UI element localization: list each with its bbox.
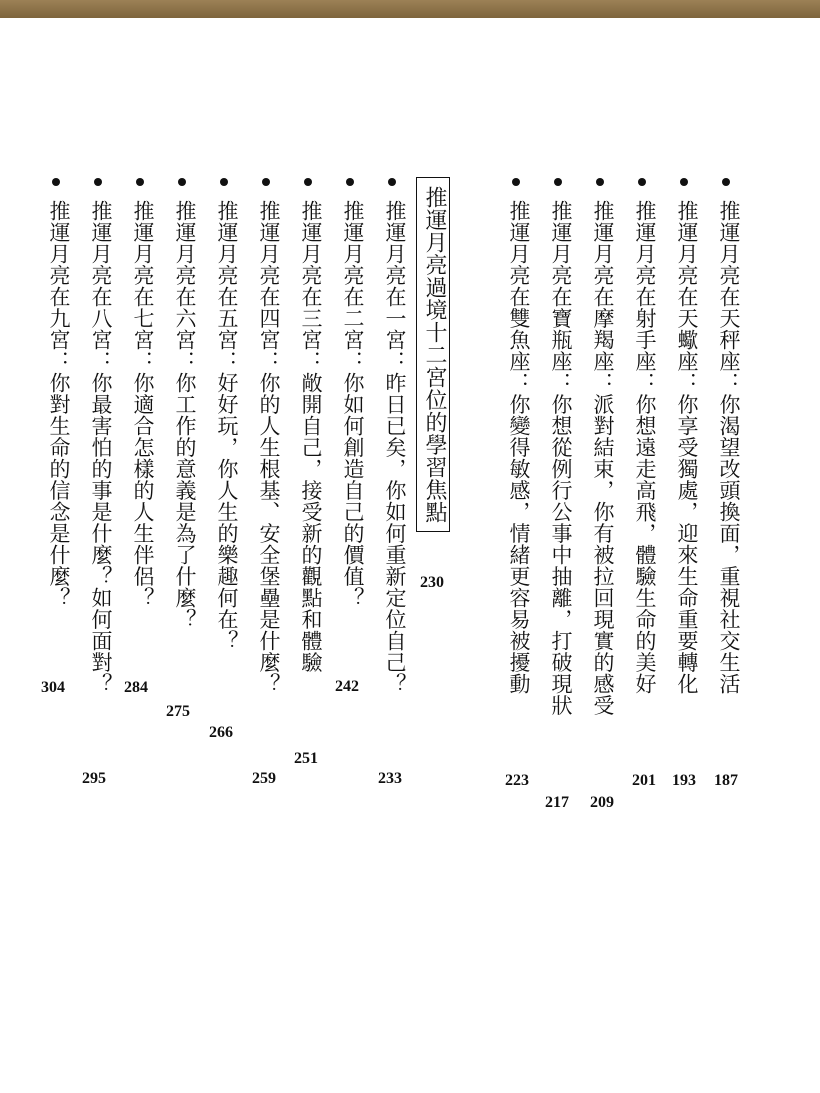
bullet-icon (596, 178, 604, 186)
bullet-icon (638, 178, 646, 186)
bullet-icon (262, 178, 270, 186)
page-number: 187 (714, 772, 738, 789)
bullet-icon (388, 178, 396, 186)
page-number: 275 (166, 703, 190, 720)
bullet-icon (680, 178, 688, 186)
toc-entry-house-1[interactable]: 推運月亮在一宮：昨日已矣，你如何重新定位自己？ (383, 200, 407, 695)
top-decorative-bar (0, 0, 820, 18)
page-number: 201 (632, 772, 656, 789)
page-number: 251 (294, 750, 318, 767)
page-number: 223 (505, 772, 529, 789)
bullet-icon (554, 178, 562, 186)
toc-entry-scorpio[interactable]: 推運月亮在天蠍座：你享受獨處，迎來生命重要轉化 (675, 200, 699, 695)
bullet-icon (52, 178, 60, 186)
toc-entry-house-5[interactable]: 推運月亮在五宮：好好玩，你人生的樂趣何在？ (215, 200, 239, 652)
bullet-icon (136, 178, 144, 186)
toc-entry-capricorn[interactable]: 推運月亮在摩羯座：派對結束，你有被拉回現實的感受 (591, 200, 615, 716)
section-page-number: 230 (420, 574, 444, 591)
page-number: 217 (545, 794, 569, 811)
toc-entry-libra[interactable]: 推運月亮在天秤座：你渴望改頭換面，重視社交生活 (717, 200, 741, 695)
bullet-icon (346, 178, 354, 186)
page-number: 295 (82, 770, 106, 787)
page-number: 233 (378, 770, 402, 787)
bullet-icon (178, 178, 186, 186)
toc-entry-house-2[interactable]: 推運月亮在二宮：你如何創造自己的價值？ (341, 200, 365, 609)
section-title[interactable]: 推運月亮過境十二宮位的學習焦點 (416, 177, 450, 532)
page-number: 304 (41, 679, 65, 696)
bullet-icon (220, 178, 228, 186)
page-number: 259 (252, 770, 276, 787)
bullet-icon (94, 178, 102, 186)
toc-entry-sagittarius[interactable]: 推運月亮在射手座：你想遠走高飛，體驗生命的美好 (633, 200, 657, 695)
page-number: 193 (672, 772, 696, 789)
toc-entry-house-8[interactable]: 推運月亮在八宮：你最害怕的事是什麼？如何面對？ (89, 200, 113, 695)
bullet-icon (512, 178, 520, 186)
toc-entry-house-7[interactable]: 推運月亮在七宮：你適合怎樣的人生伴侶？ (131, 200, 155, 609)
page-number: 266 (209, 724, 233, 741)
toc-entry-house-3[interactable]: 推運月亮在三宮：敞開自己，接受新的觀點和體驗 (299, 200, 323, 673)
toc-entry-house-4[interactable]: 推運月亮在四宮：你的人生根基、安全堡壘是什麼？ (257, 200, 281, 695)
toc-entry-pisces[interactable]: 推運月亮在雙魚座：你變得敏感，情緒更容易被擾動 (507, 200, 531, 695)
toc-entry-house-9[interactable]: 推運月亮在九宮：你對生命的信念是什麼？ (47, 200, 71, 609)
bullet-icon (304, 178, 312, 186)
bullet-icon (722, 178, 730, 186)
page-number: 284 (124, 679, 148, 696)
toc-entry-aquarius[interactable]: 推運月亮在寶瓶座：你想從例行公事中抽離，打破現狀 (549, 200, 573, 716)
toc-entry-house-6[interactable]: 推運月亮在六宮：你工作的意義是為了什麼？ (173, 200, 197, 630)
page-number: 242 (335, 678, 359, 695)
page-number: 209 (590, 794, 614, 811)
